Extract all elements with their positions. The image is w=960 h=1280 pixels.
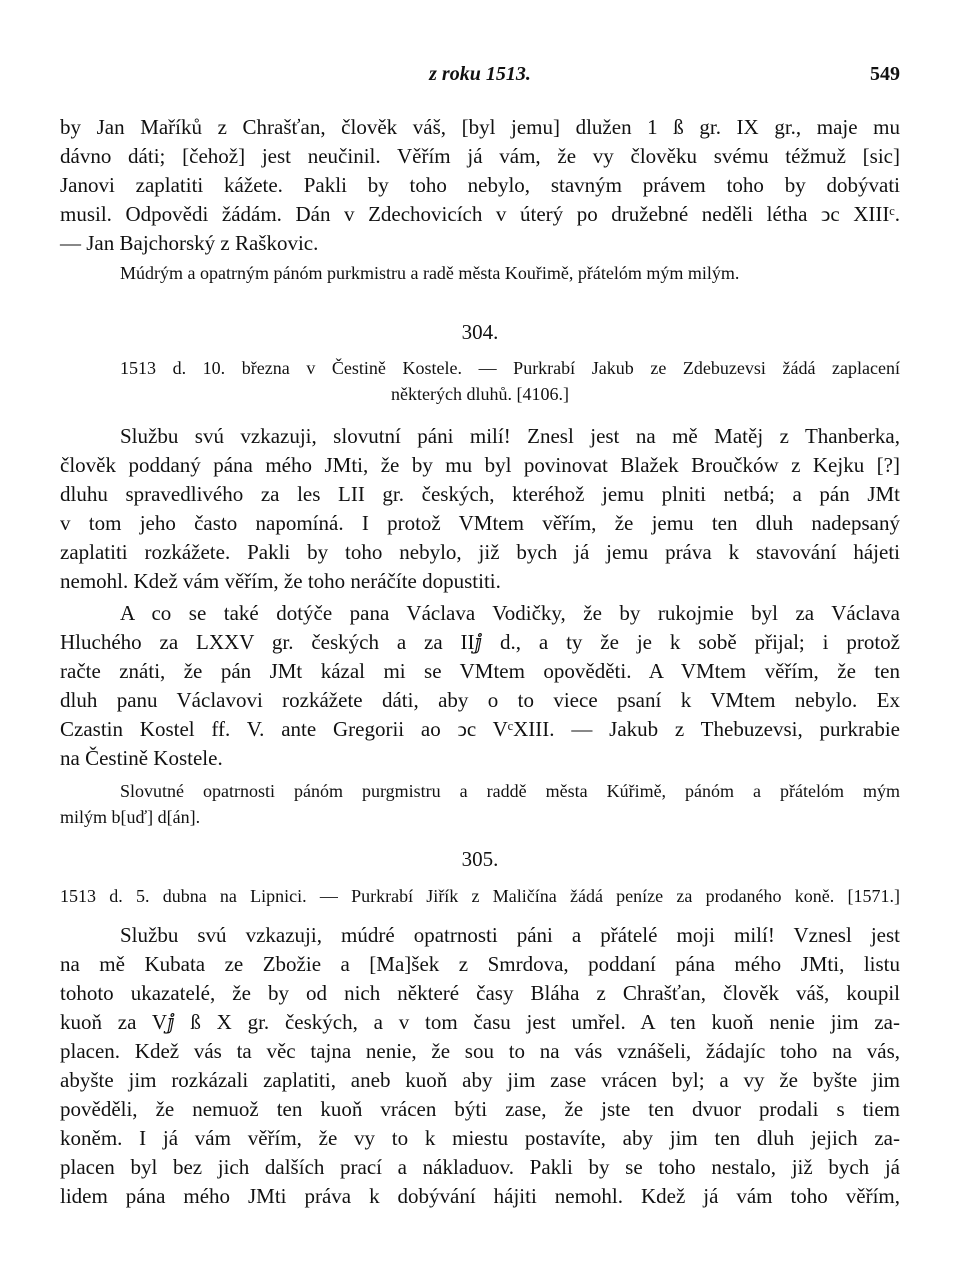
page-header — [60, 63, 900, 89]
page-number: 549 — [870, 63, 900, 85]
text-line: kuoň za Vⅉ ß X gr. českých, a v tom času jest umřel. A ten kuoň nenie jim za- — [60, 1010, 900, 1034]
text-line: musil. Odpovědi žádám. Dán v Zdechovicích v úterý po družebné neděli létha ↄc XIIIᶜ. — [60, 202, 900, 226]
text-line: nemohl. Kdež vám věřím, že toho neráčíte dopustiti. — [60, 569, 501, 593]
letter-address: milým b[uď] d[án]. — [60, 807, 201, 827]
text-line: pověděli, že nemuož ten kuoň vrácen býti zase, že jste ten dvuor prodali s tiem — [60, 1097, 900, 1121]
letter-heading: 1513 d. 5. dubna na Lipnici. — Purkrabí Jiřík z Maličína žádá peníze za prodaného koně. [1571.] — [60, 886, 900, 906]
text-line: člověk poddaný pána mého JMti, že by mu byl povinovat Blažek Broučków z Kejku [?] — [60, 453, 900, 477]
text-line: zaplatiti rozkážete. Pakli by toho nebylo, již bych já jemu práva k stavování hájeti — [60, 540, 900, 564]
text-line: Czastin Kostel ff. V. ante Gregorii ao ↄc VᶜXIII. — Jakub z Thebuzevsi, purkrabie — [60, 717, 900, 741]
text-line: tohoto ukazatelé, že by od nich některé časy Bláha z Chrašťan, člověk váš, koupil — [60, 981, 900, 1005]
text-line: koněm. I já vám věřím, že vy to k miestu postavíte, aby jim ten dluh jejich za- — [60, 1126, 900, 1150]
text-line: abyšte jim rozkázali zaplatiti, aneb kuoň aby jim zase vrácen byl; a vy že byšte jim — [60, 1068, 900, 1092]
text-line: dluh panu Václavovi rozkážete dáti, aby o to viece psaní k VMtem nebylo. Ex — [60, 688, 900, 712]
letter-number: 305. — [461, 847, 499, 871]
text-line: dávno dáti; [čehož] jest neučinil. Věřím já vám, že vy člověku svému téžmuž [sic] — [60, 144, 900, 168]
letter-heading: 1513 d. 10. března v Čestině Kostele. — Purkrabí Jakub ze Zdebuzevsi žádá zaplacení — [120, 358, 900, 378]
letter-number: 304. — [461, 320, 499, 344]
text-line: Službu svú vzkazuji, múdré opatrnosti páni a přátelé moji milí! Vznesl jest — [120, 923, 900, 947]
text-line: placen byl bez jich dalších prací a nákladuov. Pakli by se toho nestalo, již bych já — [60, 1155, 900, 1179]
text-line: dluhu spravedlivého za les LII gr. českých, kteréhož jemu plniti netbá; a pán JMt — [60, 482, 900, 506]
text-line: Janovi zaplatiti kážete. Pakli by toho nebylo, stavným právem toho by dobývati — [60, 173, 900, 197]
text-line: na Čestině Kostele. — [60, 746, 223, 770]
letter-address: Slovutné opatrnosti pánóm purgmistru a raddě města Kúřimě, pánóm a přátelóm mým — [120, 781, 900, 801]
text-line: A co se také dotýče pana Václava Vodičky, že by rukojmie byl za Václava — [120, 601, 900, 625]
text-line: v tom jeho často napomíná. I protož VMtem věřím, že jemu ten dluh nadepsaný — [60, 511, 900, 535]
letter-heading: některých dluhů. [4106.] — [391, 384, 569, 404]
running-title: z roku 1513. — [429, 63, 531, 85]
text-line: Službu svú vzkazuji, slovutní páni milí! Znesl jest na mě Matěj z Thanberka, — [120, 424, 900, 448]
text-line: lidem pána mého JMti práva k dobývání hájiti nemohl. Kdež já vám toho věřím, — [60, 1184, 900, 1208]
letter-address: Múdrým a opatrným pánóm purkmistru a radě města Kouřimě, přátelóm mým milým. — [120, 263, 740, 283]
text-line: račte znáti, že pán JMt kázal mi se VMtem opověděti. A VMtem věřím, že ten — [60, 659, 900, 683]
text-line: placen. Kdež vás ta věc tajna nenie, že sou to na vás vznášeli, žádajíc toho na vás, — [60, 1039, 900, 1063]
text-line: by Jan Maříků z Chrašťan, člověk váš, [byl jemu] dlužen 1 ß gr. IX gr., maje mu — [60, 115, 900, 139]
text-line: Hluchého za LXXV gr. českých a za IIⅉ d., a ty že je k sobě přijal; i protož — [60, 630, 900, 654]
text-line: — Jan Bajchorský z Raškovic. — [60, 231, 319, 255]
text-line: na mě Kubata ze Zbožie a [Ma]šek z Smrdova, poddaní pána mého JMti, listu — [60, 952, 900, 976]
